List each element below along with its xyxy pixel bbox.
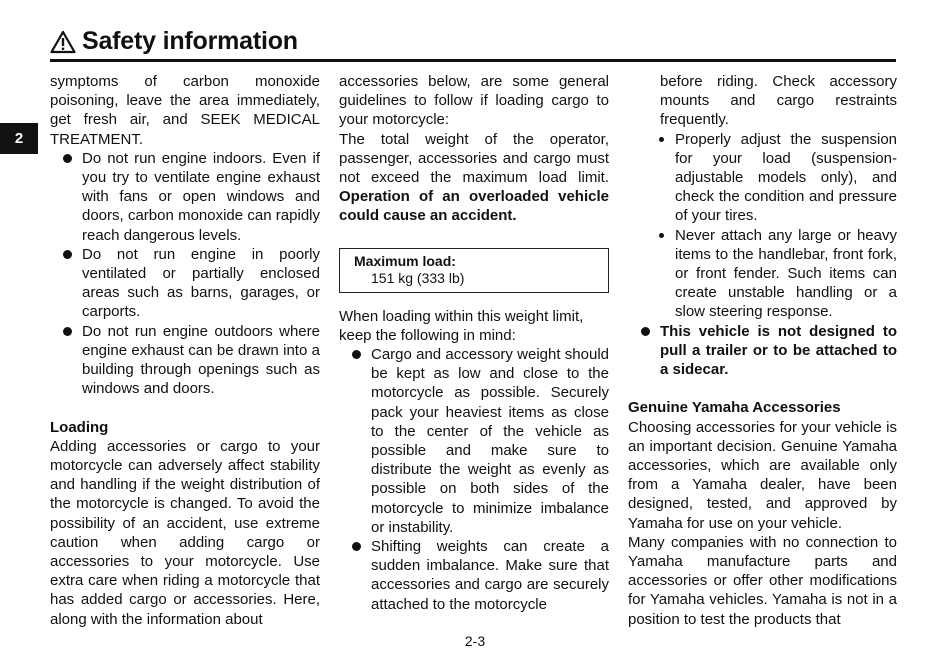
loading-paragraph: Adding accessories or cargo to your motorcycle can adversely affect stability and handling if the weight distribution of the motorcycle is changed. To avoid the possibility of an accident, use extreme caution when adding cargo or accessories to your motorcycle. Use extra care when riding a motorcycle that has added cargo or accessories. Here, along with the information about [50,437,320,628]
bullet-dot-icon [641,327,650,336]
list-item: Never attach any large or heavy items to the handlebar, front fork, or front fender. Such items can create unstable handling or a slow steering response. [628,226,897,322]
weight-limit-paragraph: The total weight of the operator, passenger, accessories and cargo must not exceed the maximum load limit. Operation of an overloaded vehicle could cause an accident. [339,130,609,225]
column-middle [339,72,609,614]
continued-paragraph: before riding. Check accessory mounts and cargo restraints frequently. [660,73,897,129]
sub-bullet-icon [659,233,664,238]
trailer-bullet-list [628,322,897,380]
page-title: Safety information [82,27,298,55]
page-number: 2-3 [464,633,486,649]
list-item: Shifting weights can create a sudden imbalance. Make sure that accessories and cargo are securely attached to the motorcycle [339,537,609,614]
column-right [628,72,897,629]
list-item: Do not run engine in poorly ventilated or partially enclosed areas such as barns, garages, or carports. [50,245,320,322]
page-header [50,24,896,58]
list-item: Do not run engine indoors. Even if you try to ventilate engine exhaust with fans or open windows and doors, carbon monoxide can rapidly reach dangerous levels. [50,149,320,245]
loading-bullet-list [339,345,609,614]
bullet-dot-icon [352,350,361,359]
overload-warning: Operation of an overloaded vehicle could cause an accident. [339,188,609,225]
header-divider [50,59,896,62]
bullet-dot-icon [63,154,72,163]
loading-intro-paragraph: When loading within this weight limit, keep the following in mind: [339,307,584,344]
co-intro-paragraph: symptoms of carbon monoxide poisoning, leave the area immediately, get fresh air, and SEEK MEDICAL TREATMENT. [50,73,320,148]
list-item: Cargo and accessory weight should be kept as low and close to the motorcycle as possible. Securely pack your heaviest items as close to the center of the vehicle as possible and make sure to distribute the weight as evenly as possible on both sides of the motorcycle to minimize imbalance or instability. [339,345,609,537]
list-item: Do not run engine outdoors where engine exhaust can be drawn into a building through openings such as windows and doors. [50,322,320,399]
list-item: Properly adjust the suspension for your load (suspension-adjustable models only), and check the condition and pressure of your tires. [628,130,897,226]
column-left [50,72,320,629]
accessories-paragraph-1: Choosing accessories for your vehicle is an important decision. Genuine Yamaha accessories, which are available only from a Yamaha dealer, have been designed, tested, and approved by Yamaha for use on your vehicle. [628,418,897,532]
bullet-dot-icon [63,327,72,336]
accessories-heading: Genuine Yamaha Accessories [628,399,841,417]
accessories-paragraph-2: Many companies with no connection to Yamaha manufacture parts and accessories or offer other modifications for Yamaha vehicles. Yamaha is not in a position to test the products that [628,533,897,628]
bullet-dot-icon [63,250,72,259]
bullet-dot-icon [352,542,361,551]
max-load-value: 151 kg (333 lb) [371,269,465,286]
co-bullet-list [50,149,320,399]
warning-triangle-icon [50,30,76,54]
sub-bullet-list [628,130,897,322]
chapter-tab: 2 [0,123,38,154]
list-item: This vehicle is not designed to pull a trailer or to be attached to a sidecar. [628,322,897,380]
loading-heading: Loading [50,418,109,436]
guidelines-paragraph: accessories below, are some general guidelines to follow if loading cargo to your motorcycle: [339,73,609,129]
sub-bullet-icon [659,137,664,142]
max-load-label: Maximum load: [354,252,456,269]
max-load-box [339,248,609,293]
